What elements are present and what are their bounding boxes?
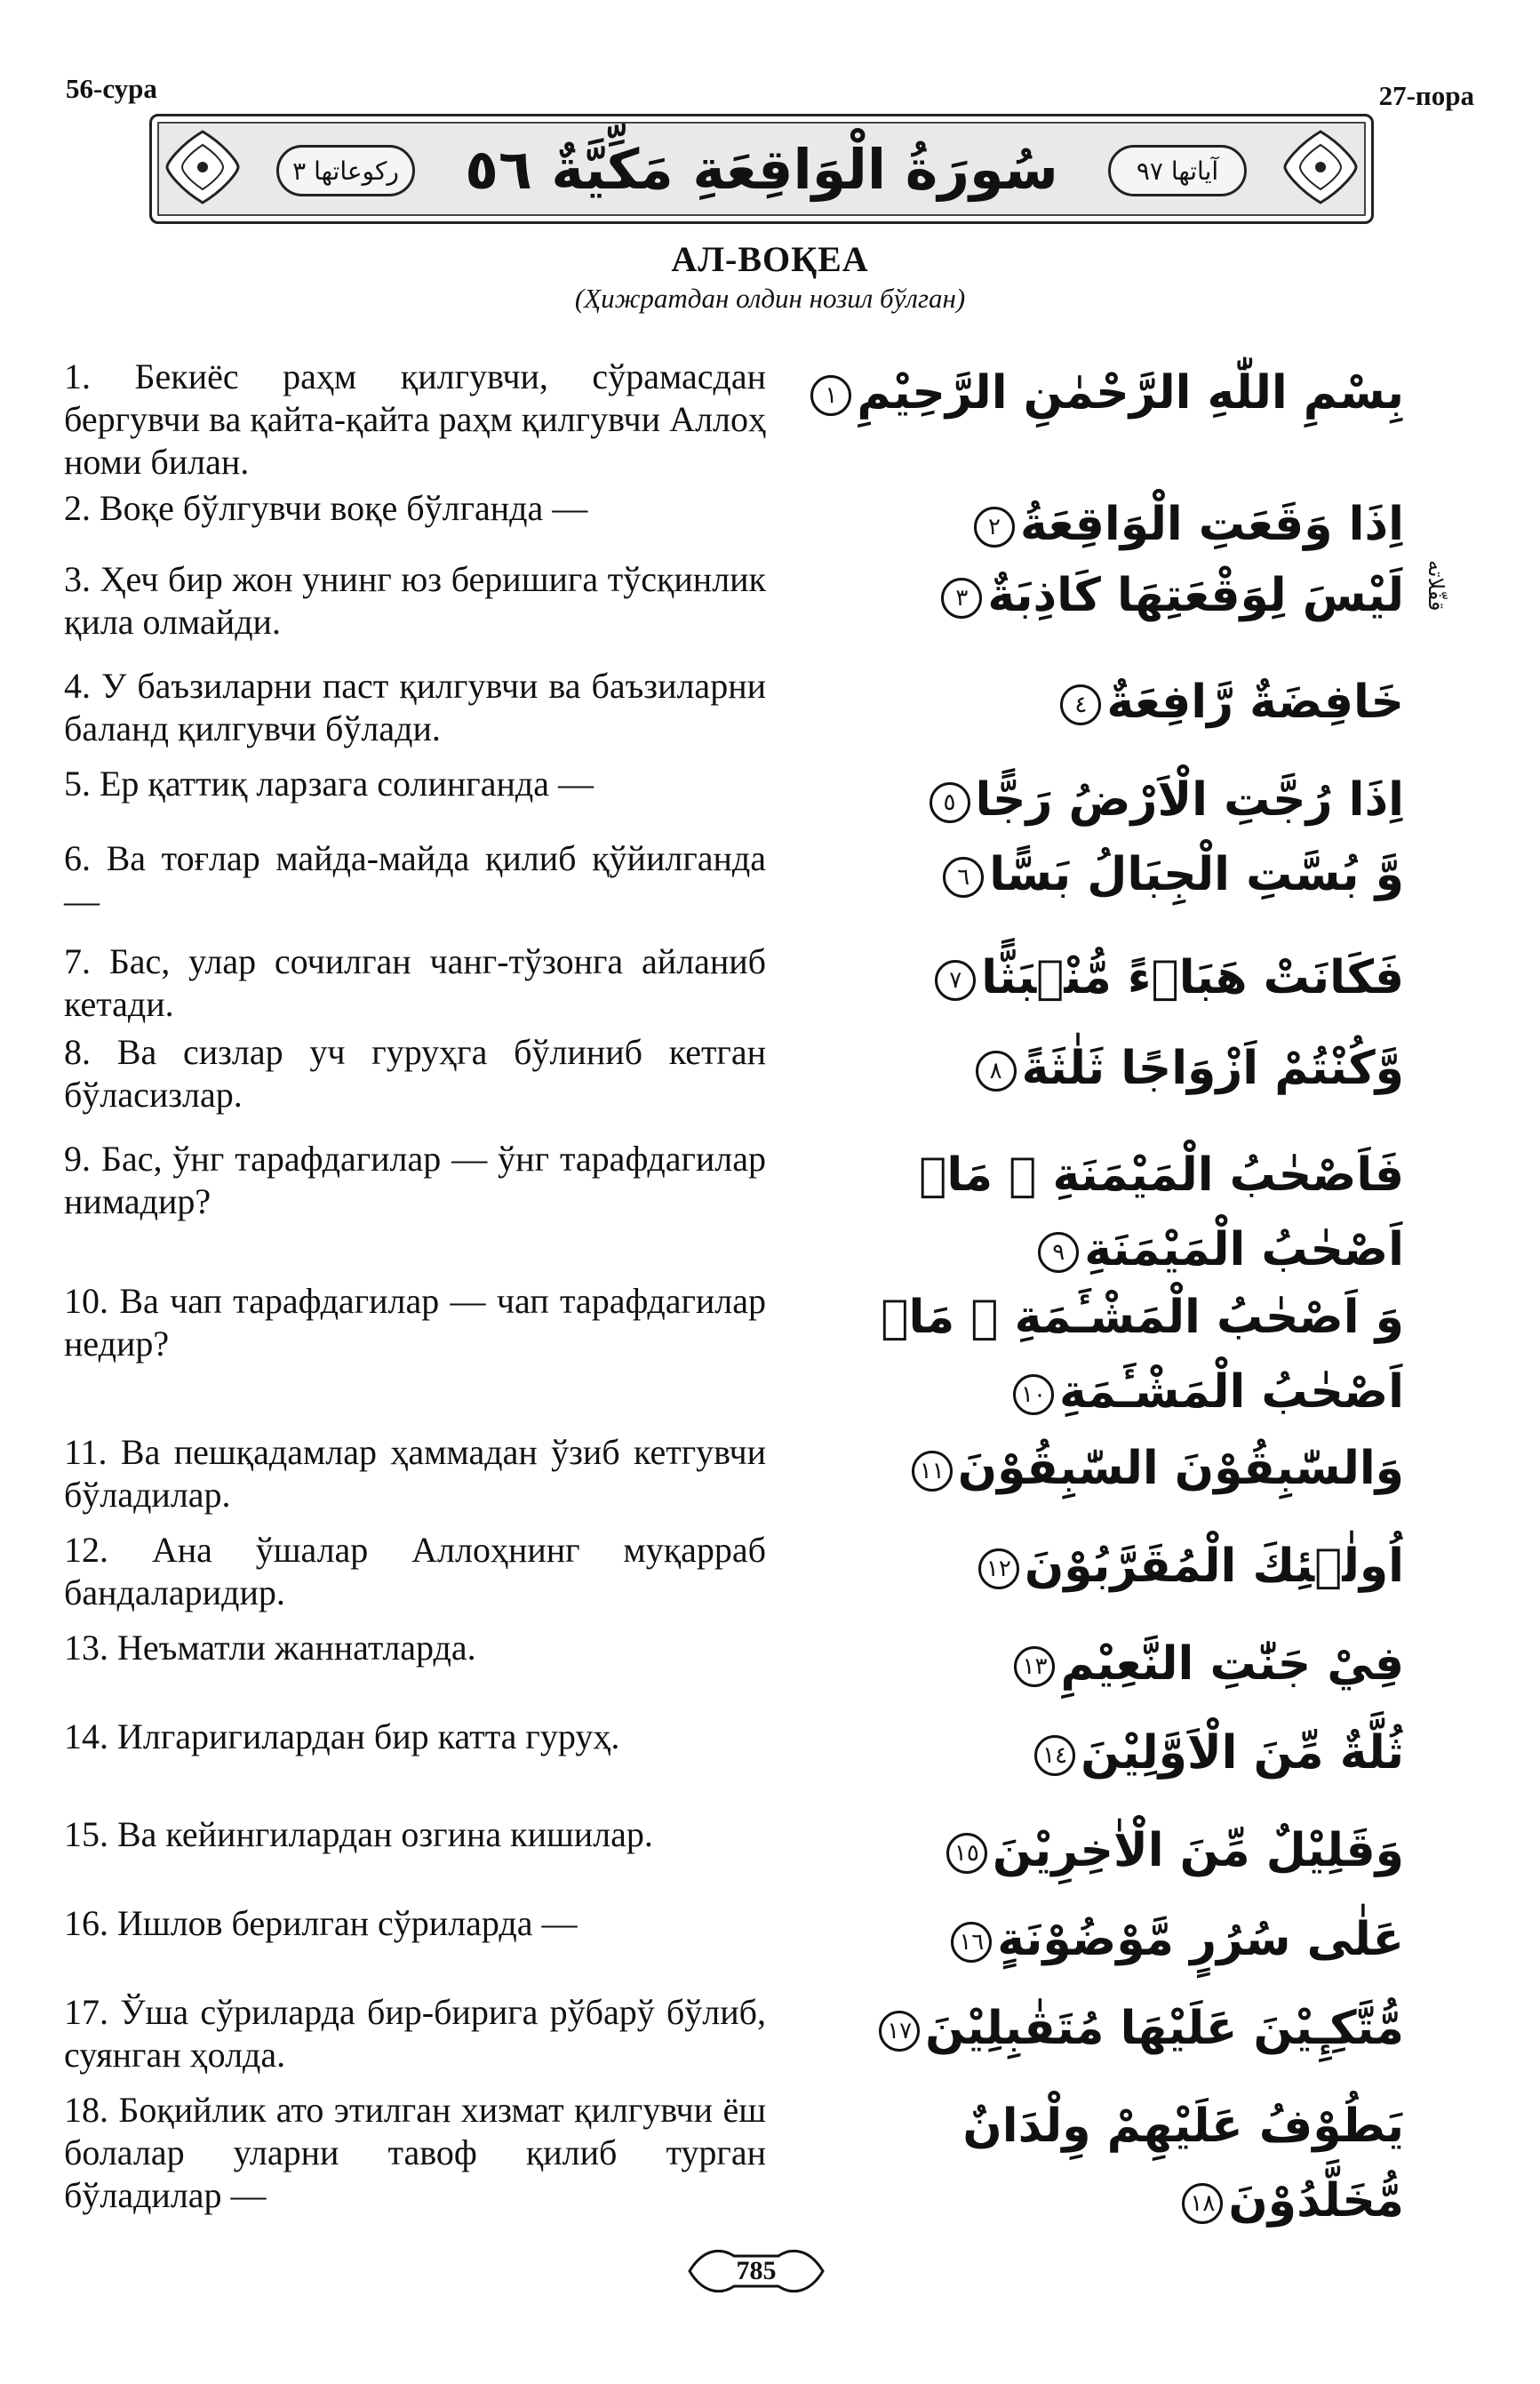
surah-subtitle: (Ҳижратдан олдин нозил бўлган) [574,283,966,314]
verse-number-marker: ١٧ [879,2011,920,2052]
verse-arabic [782,1138,1404,1287]
verse-arabic [782,837,1404,912]
verse-translation: 1. Бекиёс раҳм қилгувчи, сўрамасдан бергувчи ва қайта-қайта раҳм қилгувчи Аллоҳ номи билан. [64,356,766,482]
verse-arabic-text: وَّ بُسَّتِ الْجِبَالُ بَسًّا [989,848,1404,901]
verse-arabic [782,665,1404,740]
verse-arabic-text: اِذَا وَقَعَتِ الْوَاقِعَةُ [1019,498,1404,551]
verse-arabic-text: فَاَصْحٰبُ الْمَيْمَنَةِ ۙ مَاۤ اَصْحٰبُ الْمَيْمَنَةِ [919,1148,1404,1276]
verse-arabic [782,1813,1404,1888]
verse-number-marker: ١ [810,375,851,416]
verse-arabic-text: اُولٰۤئِكَ الْمُقَرَّبُوْنَ [1024,1540,1404,1593]
ruku-count-cartouche: ركوعاتها ٣ [276,145,415,196]
verse-number-marker: ١٤ [1034,1735,1075,1776]
verse-arabic [782,356,1404,430]
verse-translation: 18. Боқийлик ато этилган хизмат қилгувчи ёш болалар уларни тавоф қилиб турган бўладилар — [64,2090,766,2215]
verse-arabic-text: اِذَا رُجَّتِ الْاَرْضُ رَجًّا [975,773,1404,827]
verse-arabic [782,558,1404,633]
verse-arabic-text: لَيْسَ لِوَقْعَتِهَا كَاذِبَةٌ [987,569,1404,622]
verse-number-marker: ١٠ [1013,1374,1054,1415]
verse-translation: 4. У баъзиларни паст қилгувчи ва баъзиларни баланд қилгувчи бўлади. [64,666,766,748]
verse-translation: 9. Бас, ўнг тарафдагилар — ўнг тарафдагилар нимадир? [64,1139,766,1221]
page-number-cartouche [681,2240,832,2302]
verse-number-marker: ١٨ [1182,2183,1223,2224]
verse-translation: 13. Неъматли жаннатларда. [64,1628,476,1668]
verse-number-marker: ٢ [974,507,1015,548]
verse-translation: 6. Ва тоғлар майда-майда қилиб қўйилганда — [64,838,766,921]
verse-number-marker: ٣ [941,578,982,619]
verse-arabic [782,940,1404,1015]
verse-arabic-text: بِسْمِ اللّٰهِ الرَّحْمٰنِ الرَّحِيْمِ [857,366,1404,420]
verse-arabic-text: عَلٰى سُرُرٍ مَّوْضُوْنَةٍ [997,1913,1404,1966]
verse-number-marker: ١٢ [978,1548,1019,1589]
verse-number-marker: ١٦ [951,1922,992,1963]
verse-translation: 15. Ва кейингилардан озгина кишилар. [64,1814,653,1854]
verse-number-marker: ١٥ [946,1833,987,1874]
verse-translation: 5. Ер қаттиқ ларзага солинганда — [64,764,594,804]
verse-translation: 14. Илгаригилардан бир катта гуруҳ. [64,1716,620,1756]
margin-note: قفّلاته [1424,560,1448,612]
verse-arabic [782,1991,1404,2066]
ornament-right-icon [1281,127,1360,207]
surah-title: АЛ-ВОҚЕА [671,239,869,279]
verse-arabic [782,1902,1404,1977]
verse-arabic [782,763,1404,837]
ornament-left-icon [163,127,243,207]
verse-arabic [782,1031,1404,1106]
verse-number-marker: ١١ [912,1451,953,1492]
verse-arabic-text: خَافِضَةٌ رَّافِعَةٌ [1106,676,1404,729]
verse-arabic-text: وَ اَصْحٰبُ الْمَشْـَٔمَةِ ۙ مَاۤ اَصْحٰبُ الْمَشْـَٔمَةِ [881,1291,1404,1419]
verse-number-marker: ٦ [943,857,984,898]
page-number: 785 [736,2256,777,2285]
verse-translation: 7. Бас, улар сочилган чанг-тўзонга айланиб кетади. [64,941,766,1024]
verse-arabic-text: وَالسّٰبِقُوْنَ السّٰبِقُوْنَ [957,1442,1404,1495]
verse-arabic-text: فَكَانَتْ هَبَاۤءً مُّنْۢبَثًّا [981,951,1404,1004]
surah-name-arabic: سُورَةُ الْوَاقِعَةِ مَكِّيَّةٌ ٥٦ [465,136,1058,202]
verse-arabic [782,1529,1404,1604]
ayat-count-cartouche: آياتها ٩٧ [1108,145,1247,196]
surah-banner [149,114,1374,224]
verse-arabic-text: وَقَلِيْلٌ مِّنَ الْاٰخِرِيْنَ [992,1824,1404,1877]
verse-translation: 12. Ана ўшалар Аллоҳнинг муқарраб бандаларидир. [64,1530,766,1612]
verse-arabic [782,1431,1404,1506]
verse-arabic-text: مُّتَّكِـِٕيْنَ عَلَيْهَا مُتَقٰبِلِيْنَ [925,2002,1404,2055]
verse-arabic [782,1716,1404,1790]
sura-label: 56-сура [66,73,157,104]
verse-arabic [782,487,1404,562]
verse-arabic-text: وَّكُنْتُمْ اَزْوَاجًا ثَلٰثَةً [1021,1042,1404,1095]
verse-translation: 11. Ва пешқадамлар ҳаммадан ўзиб кетгувчи бўладилар. [64,1432,766,1515]
verse-number-marker: ٨ [976,1051,1017,1092]
verse-number-marker: ٥ [930,782,970,823]
pora-label: 27-пора [1378,80,1474,111]
verse-number-marker: ٧ [935,960,976,1001]
verse-translation: 3. Ҳеч бир жон унинг юз беришига тўсқинлик қила олмайди. [64,559,766,642]
verse-arabic [782,1627,1404,1701]
verse-translation: 10. Ва чап тарафдагилар — чап тарафдагилар недир? [64,1281,766,1364]
verse-translation: 16. Ишлов берилган сўриларда — [64,1903,578,1943]
verse-translation: 17. Ўша сўриларда бир-бирига рўбарў бўлиб, суянган ҳолда. [64,1992,766,2075]
verse-arabic-text: فِيْ جَنّٰتِ النَّعِيْمِ [1060,1637,1404,1691]
verse-number-marker: ٩ [1038,1232,1079,1273]
verse-arabic-text: ثُلَّةٌ مِّنَ الْاَوَّلِيْنَ [1081,1726,1404,1780]
verse-number-marker: ٤ [1060,684,1101,725]
verse-translation: 2. Воқе бўлгувчи воқе бўлганда — [64,488,588,528]
verse-arabic [782,2089,1404,2238]
verse-arabic-text: يَطُوْفُ عَلَيْهِمْ وِلْدَانٌ مُّخَلَّدُوْنَ [962,2100,1404,2228]
verse-translation: 8. Ва сизлар уч гуруҳга бўлиниб кетган бўласизлар. [64,1032,766,1115]
verse-arabic [782,1280,1404,1429]
verse-number-marker: ١٣ [1014,1646,1055,1687]
